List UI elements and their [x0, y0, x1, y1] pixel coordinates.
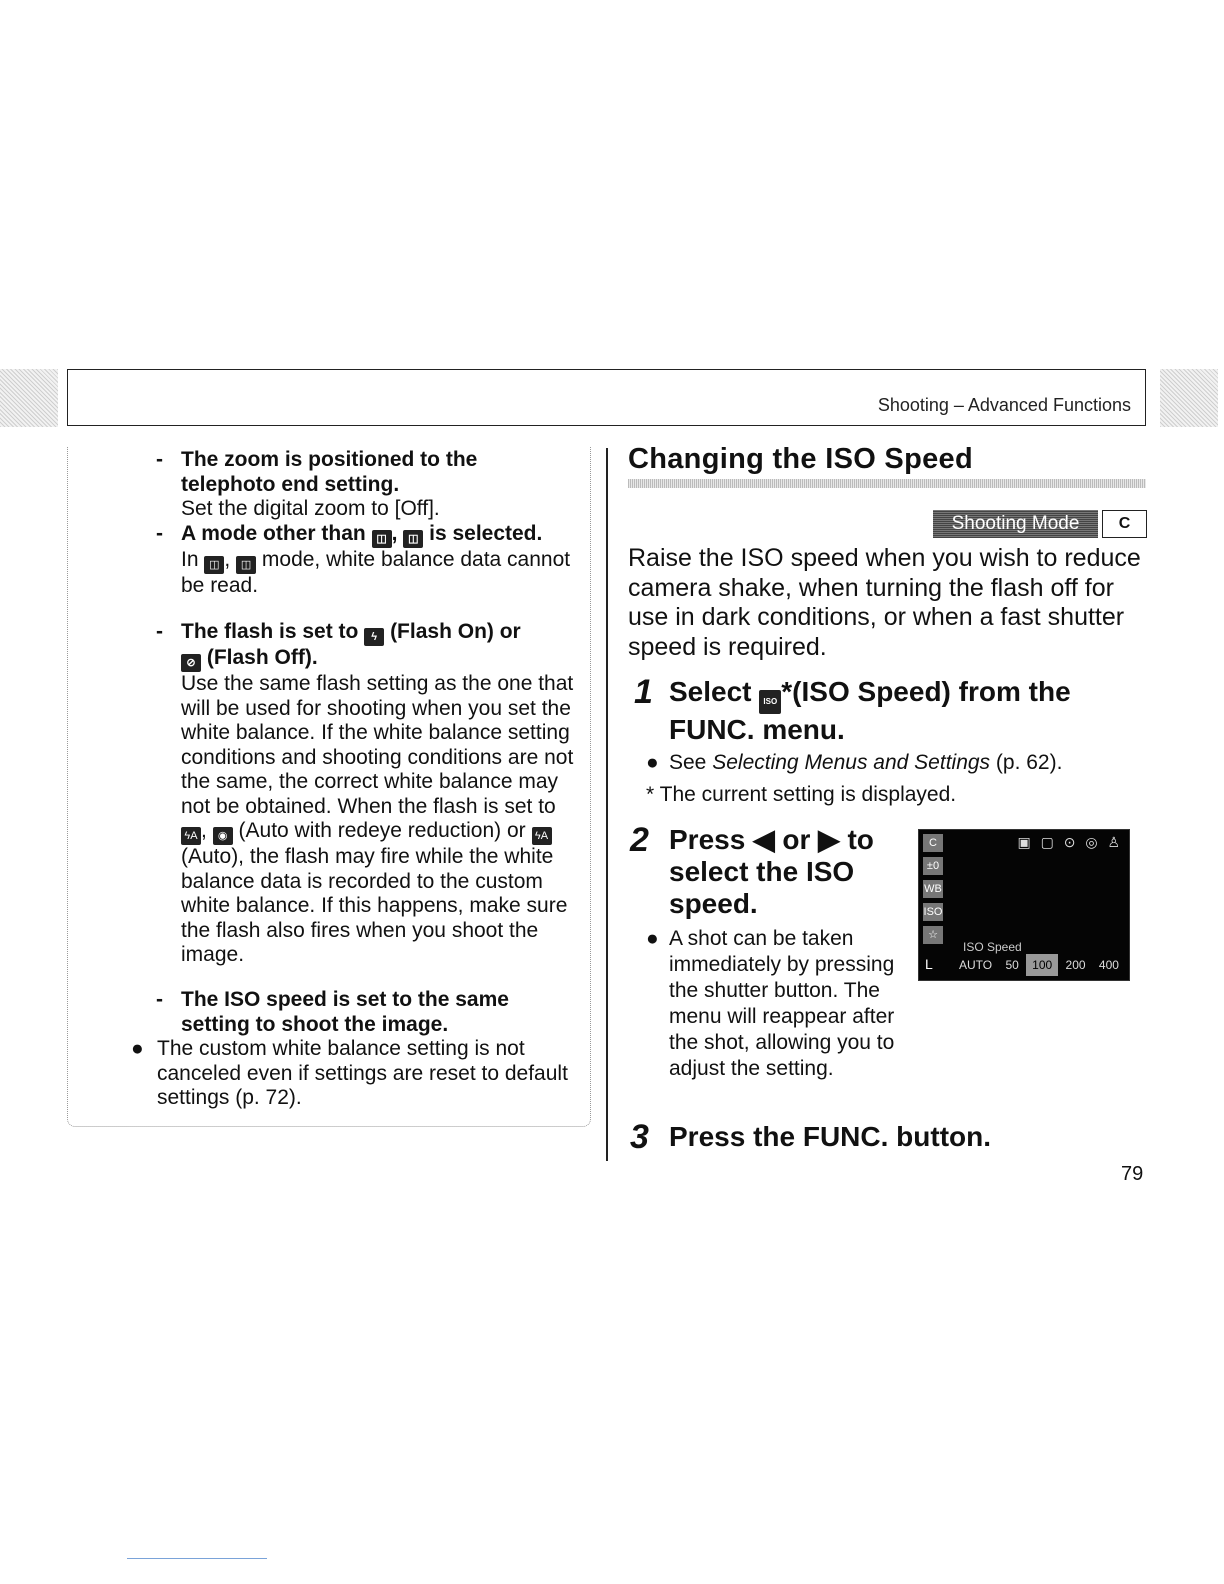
redeye-icon: ◉: [213, 827, 233, 845]
step-number: 2: [630, 821, 649, 859]
mode-badge-label: Shooting Mode: [933, 510, 1098, 538]
stitch-assist-icon: ◫: [204, 556, 224, 574]
lcd-wb-icon: WB: [923, 880, 943, 898]
stitch-assist-icon: ◫: [372, 530, 392, 548]
step-3: [628, 1118, 1148, 1156]
auto-flash-icon: ϟA: [181, 827, 201, 845]
step-text: Select ISO *(ISO Speed) from the FUNC. menu.: [669, 676, 1071, 745]
item-heading: The ISO speed is set to the same setting to shoot the image.: [181, 988, 509, 1036]
flash-off-icon: ⊘: [181, 654, 201, 672]
left-bullet: [131, 1037, 576, 1111]
lcd-side-icons: [923, 834, 945, 949]
camera-lcd-screenshot: [918, 829, 1130, 981]
section-title: Changing the ISO Speed: [628, 443, 973, 475]
lcd-option: 50: [1005, 958, 1019, 972]
lcd-iso-options: [953, 954, 1125, 976]
item-body: Set the digital zoom to [Off].: [181, 497, 440, 520]
left-item-mode: - A mode other than ◫ , ◫ is selected. In ◫ , ◫ mode, white balance data cannot be read.: [156, 522, 576, 599]
bullet-text: The custom white balance setting is not canceled even if settings are reset to default settings (p. 72).: [157, 1037, 568, 1109]
lcd-iso-icon: ISO: [923, 903, 943, 921]
lcd-option-selected: 100: [1026, 954, 1058, 976]
step-1-bullet: ● See Selecting Menus and Settings (p. 62).: [646, 751, 1063, 774]
step-text: Press ◀ or ▶ to select the ISO speed.: [669, 824, 874, 919]
lcd-size-indicator: L: [925, 956, 933, 972]
step-2: [628, 821, 898, 1082]
lcd-top-icons: ▣ ▢ ⊙ ◎ ♙: [1017, 834, 1123, 850]
step-2-bullet: ● A shot can be taken immediately by pressing the shutter button. The menu will reappear after the shot, allowing you to adjust the setting.: [646, 927, 895, 1080]
column-divider: [606, 448, 608, 1161]
auto-flash-icon: ϟA: [532, 827, 552, 845]
step-text: Press the FUNC. button.: [669, 1121, 992, 1152]
left-edge-tab: [0, 369, 58, 427]
step-1-note: * The current setting is displayed.: [646, 783, 957, 806]
header-title: Shooting – Advanced Functions: [877, 395, 1131, 415]
page-header: [67, 369, 1146, 426]
right-edge-tab: [1160, 369, 1218, 427]
left-item-flash: - The flash is set to ϟ (Flash On) or ⊘ (Flash Off). Use the same flash setting as the one that will be used for shooting when you set the white balance. If the white balance setting conditions and shooting conditions are not the same, the correct white balance may not be obtained. When the flash is set to ϟA , ◉ (Auto with redeye reduction) or ϟA (Auto), the flash may fire while the white balance data is recorded to the custom white balance. If this happens, make sure the flash also fires when you shoot the image.: [156, 620, 576, 968]
item-body: Use the same flash setting as the one that will be used for shooting when you set the white balance. If the white balance setting conditions and shooting conditions are not the same, the correct white balance may not be obtained. When the flash is set to ϟA , ◉ (Auto with redeye reduction) or ϟA (Auto), the flash may fire while the white balance data is recorded to the custom white balance. If this happens, make sure the flash also fires when you shoot the image.: [181, 672, 574, 966]
lcd-option: AUTO: [959, 958, 993, 972]
step-number: 3: [630, 1118, 649, 1156]
lcd-exposure-icon: ±0: [923, 857, 943, 875]
step-1: [628, 673, 1148, 808]
camera-mode-icon: C: [1102, 510, 1147, 538]
item-heading: A mode other than ◫ , ◫ is selected.: [181, 522, 576, 548]
intro-paragraph: Raise the ISO speed when you wish to reduce camera shake, when turning the flash off for use in dark conditions, or when a fast shutter speed is required.: [628, 544, 1141, 661]
lcd-effect-icon: ☆: [923, 926, 943, 944]
item-heading: The zoom is positioned to the telephoto end setting.: [181, 448, 478, 496]
bullet-dot: ●: [131, 1037, 144, 1060]
lcd-option: 200: [1065, 958, 1086, 972]
step-number: 1: [634, 673, 653, 711]
iso-speed-icon: ISO: [759, 690, 781, 714]
item-heading: The flash is set to ϟ (Flash On) or ⊘ (Flash Off).: [181, 620, 576, 672]
mode-badge: [933, 510, 1147, 538]
page-number: 79: [1121, 1163, 1144, 1185]
item-body: In ◫ , ◫ mode, white balance data cannot be read.: [181, 548, 571, 597]
stitch-assist-icon: ◫: [236, 556, 256, 574]
stitch-assist-icon: ◫: [403, 530, 423, 548]
flash-on-icon: ϟ: [364, 628, 384, 646]
title-underline: [628, 479, 1146, 488]
lcd-option: 400: [1098, 958, 1119, 972]
footnote-rule: [127, 1558, 267, 1559]
lcd-mode-icon: C: [923, 834, 943, 852]
left-item-iso: - The ISO speed is set to the same setting to shoot the image.: [156, 988, 576, 1037]
lcd-iso-label: ISO Speed: [963, 940, 1022, 954]
left-item-zoom: - The zoom is positioned to the telephoto end setting. Set the digital zoom to [Off].: [156, 448, 576, 522]
